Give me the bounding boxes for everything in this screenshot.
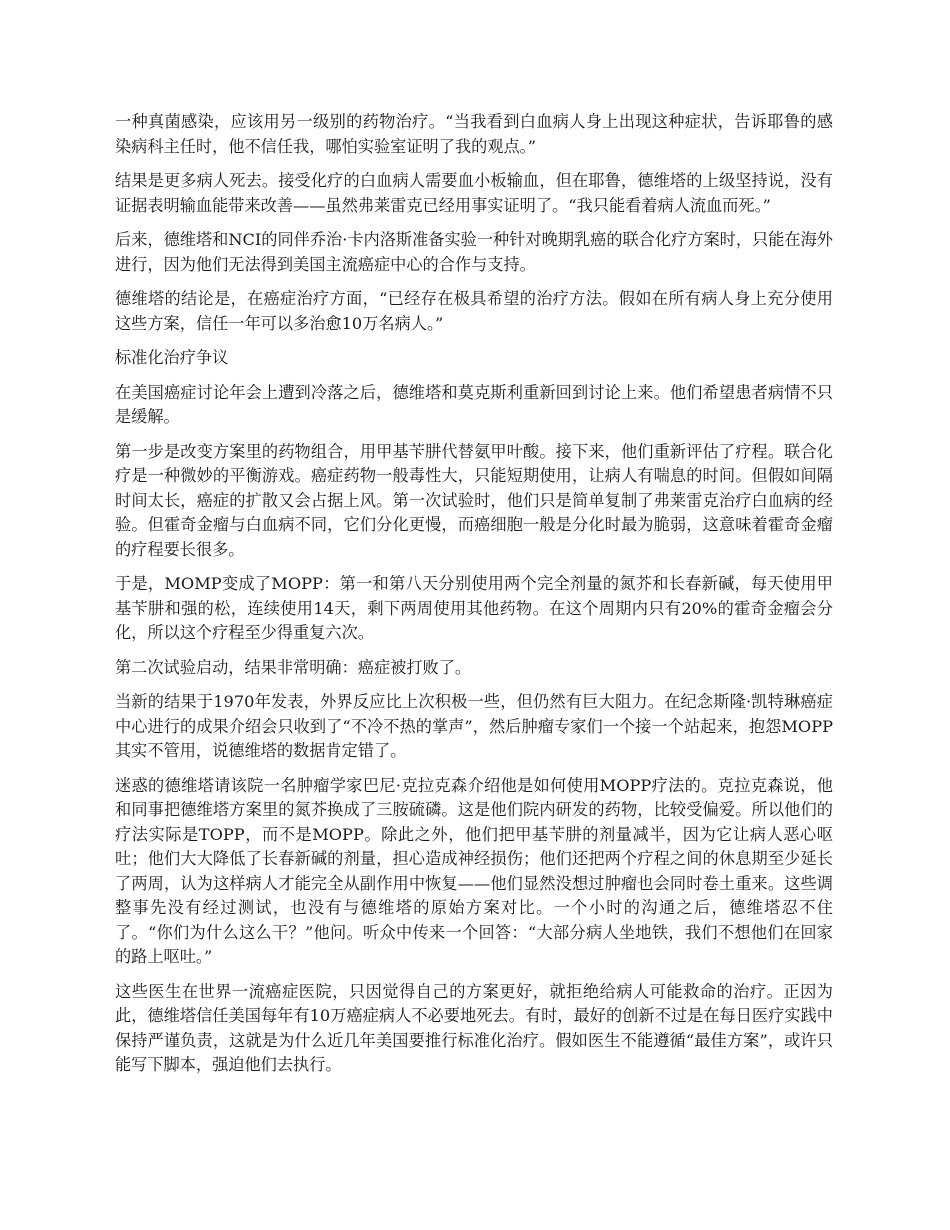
paragraph-second-trial: 第二次试验启动，结果非常明确：癌症被打败了。 [115, 657, 472, 677]
paragraph-devita-conclusion: 德维塔的结论是，在癌症治疗方面，“已经存在极具希望的治疗方法。假如在所有病人身上充分使用这些方案，信任一年可以多治愈10万名病人。” [115, 289, 833, 333]
paragraph-annual-meeting: 在美国癌症讨论年会上遭到冷落之后，德维塔和莫克斯利重新回到讨论上来。他们希望患者病情不只是缓解。 [115, 382, 833, 426]
paragraph-1970-results: 当新的结果于1970年发表，外界反应比上次积极一些，但仍然有巨大阻力。在纪念斯隆·凯特琳癌症中心进行的成果介绍会只收到了“不冷不热的掌声”，然后肿瘤专家们一个接一个站起来，抱怨MOPP其实不管用，说德维塔的数据肯定错了。 [115, 692, 833, 760]
paragraph-drug-combination: 第一步是改变方案里的药物组合，用甲基苄肼代替氨甲叶酸。接下来，他们重新评估了疗程。联合化疗是一种微妙的平衡游戏。癌症药物一般毒性大，只能短期使用，让病人有喘息的时间。但假如间隔时间太长，癌症的扩散又会占据上风。第一次试验时，他们只是简单复制了弗莱雷克治疗白血病的经验。但霍奇金瘤与白血病不同，它们分化更慢，而癌细胞一般是分化时最为脆弱，这意味着霍奇金瘤的疗程要长很多。 [115, 441, 833, 559]
paragraph-breast-cancer-trial: 后来，德维塔和NCI的同伴乔治·卡内洛斯准备实验一种针对晚期乳癌的联合化疗方案时，只能在海外进行，因为他们无法得到美国主流癌症中心的合作与支持。 [115, 230, 833, 274]
paragraph-fungal-infection: 一种真菌感染，应该用另一级别的药物治疗。“当我看到白血病人身上出现这种症状，告诉耶鲁的感染病科主任时，他不信任我，哪怕实验室证明了我的观点。” [115, 112, 833, 156]
paragraph-clarkson-topp: 迷惑的德维塔请该院一名肿瘤学家巴尼·克拉克森介绍他是如何使用MOPP疗法的。克拉克森说，他和同事把德维塔方案里的氮芥换成了三胺硫磷。这是他们院内研发的药物，比较受偏爱。所以他们的疗法实际是TOPP，而不是MOPP。除此之外，他们把甲基苄肼的剂量减半，因为它让病人恶心呕吐；他们大大降低了长春新碱的剂量，担心造成神经损伤；他们还把两个疗程之间的休息期至少延长了两周，认为这样病人才能完全从副作用中恢复——他们显然没想过肿瘤也会同时卷土重来。这些调整事先没有经过测试，也没有与德维塔的原始方案对比。一个小时的沟通之后，德维塔忍不住了。“你们为什么这么干？”他问。听众中传来一个回答：“大部分病人坐地铁，我们不想他们在回家的路上呕吐。” [115, 775, 833, 966]
paragraph-platelet-transfusion: 结果是更多病人死去。接受化疗的白血病人需要血小板输血，但在耶鲁，德维塔的上级坚持说，没有证据表明输血能带来改善——虽然弗莱雷克已经用事实证明了。“我只能看着病人流血而死。” [115, 171, 833, 215]
article-body [115, 110, 833, 1088]
section-heading: 标准化治疗争议 [115, 348, 229, 367]
paragraph-standardized-care: 这些医生在世界一流癌症医院，只因觉得自己的方案更好，就拒绝给病人可能救命的治疗。正因为此，德维塔信任美国每年有10万癌症病人不必要地死去。有时，最好的创新不过是在每日医疗实践中保持严谨负责，这就是为什么近几年美国要推行标准化治疗。假如医生不能遵循“最佳方案”，或许只能写下脚本，强迫他们去执行。 [115, 981, 833, 1074]
paragraph-mopp-regimen: 于是，MOMP变成了MOPP：第一和第八天分别使用两个完全剂量的氮芥和长春新碱，每天使用甲基苄肼和强的松，连续使用14天，剩下两周使用其他药物。在这个周期内只有20%的霍奇金瘤会分化，所以这个疗程至少得重复六次。 [115, 574, 833, 642]
